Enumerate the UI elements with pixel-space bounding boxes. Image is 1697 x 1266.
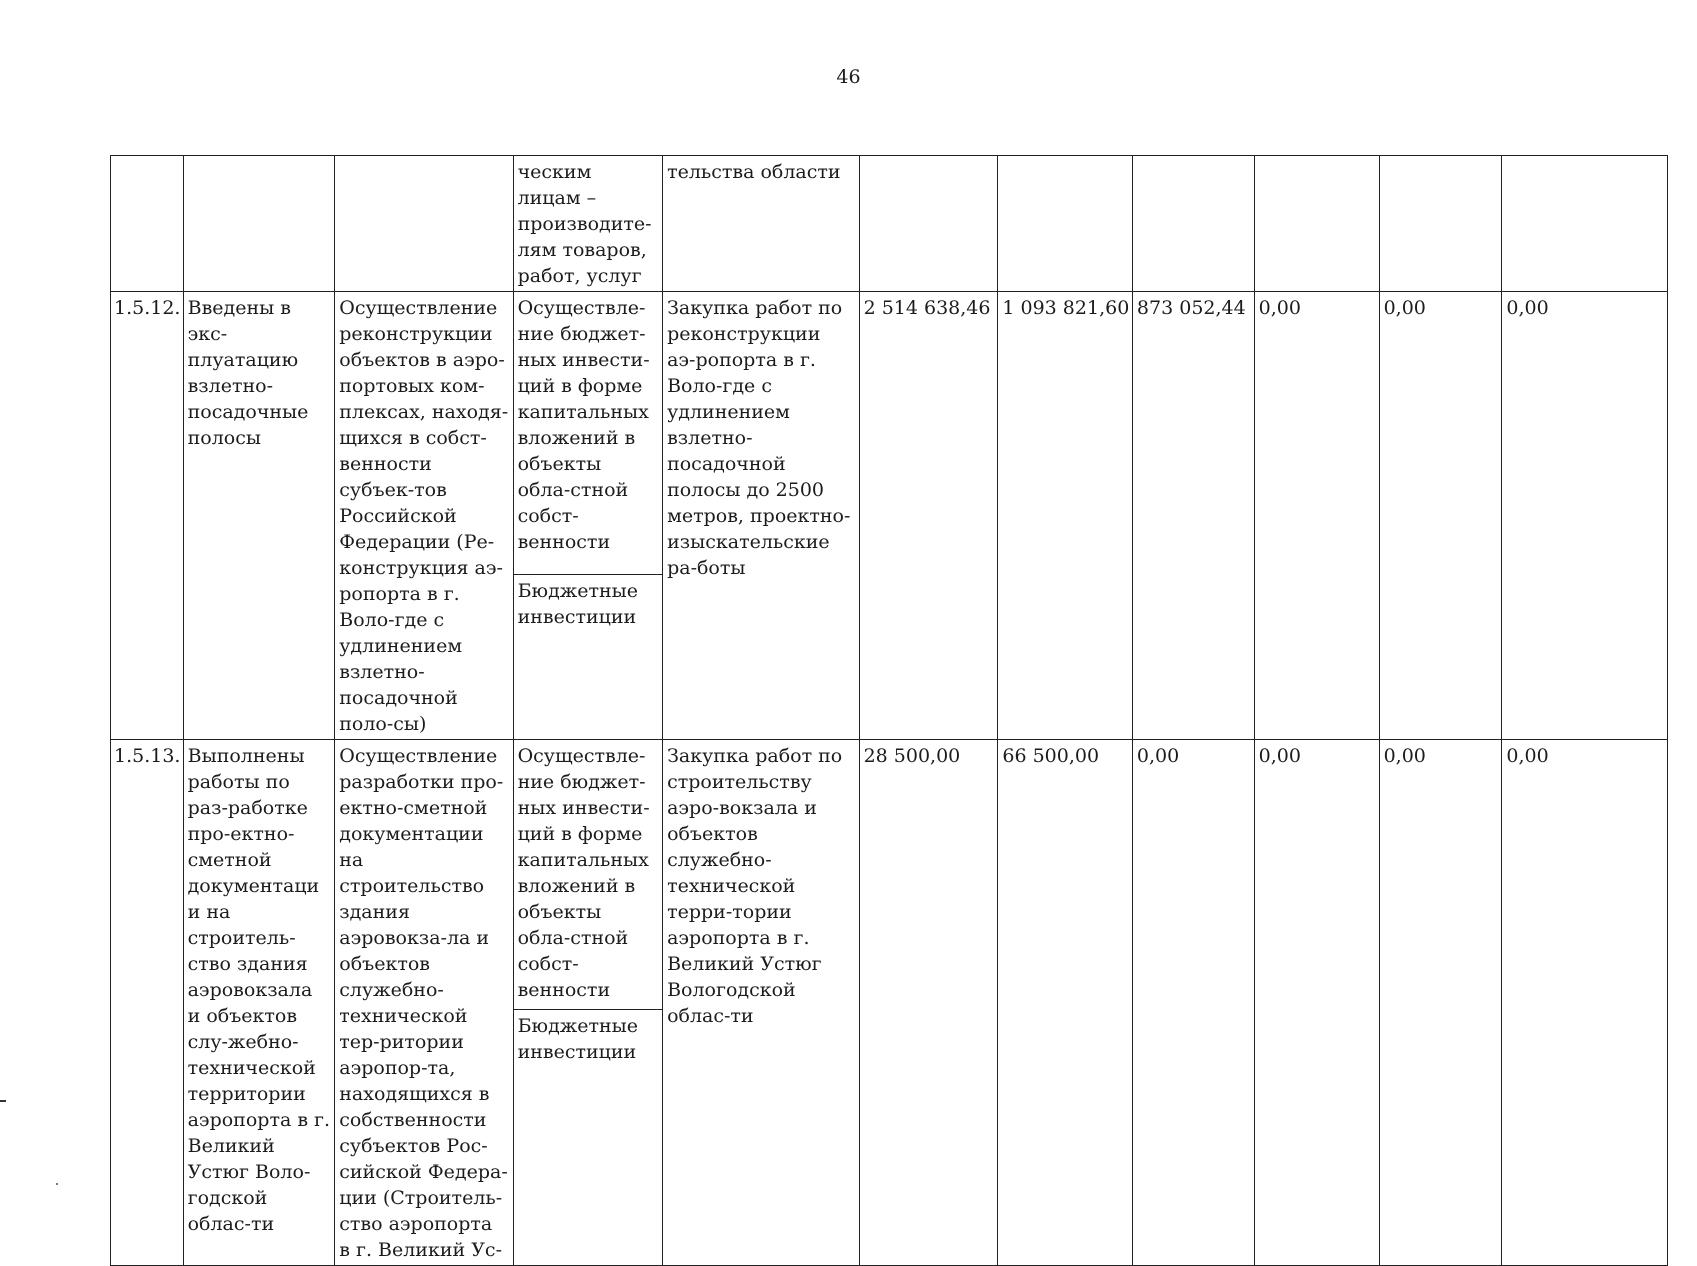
cell-value bbox=[859, 156, 998, 292]
cell-result bbox=[183, 156, 335, 292]
cell-object: Закупка работ по реконструкции аэ-ропорта в г. Воло-где с удлинением взлетно-посадочной полосы до 2500 метров, проектно-изыскательские ра-боты bbox=[663, 292, 859, 740]
cell-value: 2 514 638,46 bbox=[859, 292, 998, 740]
cell-event bbox=[335, 156, 513, 292]
page-number: 46 bbox=[836, 66, 861, 88]
cell-value: 0,00 bbox=[1502, 292, 1668, 740]
cell-value: 0,00 bbox=[1502, 740, 1668, 1266]
cell-instrument-type: Бюджетные инвестиции bbox=[513, 1010, 663, 1266]
cell-instrument: Осуществле-ние бюджет-ных инвести-ций в форме капитальных вложений в объекты обла-стной собст-венности bbox=[513, 292, 663, 575]
cell-value: 0,00 bbox=[1254, 292, 1379, 740]
table-row-1-5-12 bbox=[111, 292, 1668, 575]
cell-object: Закупка работ по строительству аэро-вокзала и объектов служебно-технической терри-тории аэропорта в г. Великий Устюг Вологодской облас-ти bbox=[663, 740, 859, 1266]
cell-value bbox=[1502, 156, 1668, 292]
scan-artifact-speck bbox=[56, 1183, 58, 1185]
cell-event: Осуществление реконструкции объектов в аэро-портовых ком-плексах, находя-щихся в собст-венности субъек-тов Российской Федерации (Ре-конструкция аэ-ропорта в г. Воло-где с удлинением взлетно-посадочной поло-сы) bbox=[335, 292, 513, 740]
cell-object: тельства области bbox=[663, 156, 859, 292]
cell-instrument: ческим лицам – производите-лям товаров, работ, услуг bbox=[513, 156, 663, 292]
budget-table bbox=[110, 155, 1668, 1266]
table-row-continuation bbox=[111, 156, 1668, 292]
cell-value bbox=[1254, 156, 1379, 292]
cell-value: 28 500,00 bbox=[859, 740, 998, 1266]
cell-instrument-type: Бюджетные инвестиции bbox=[513, 575, 663, 740]
cell-value: 873 052,44 bbox=[1132, 292, 1254, 740]
cell-value bbox=[1379, 156, 1502, 292]
cell-value bbox=[1132, 156, 1254, 292]
cell-value: 0,00 bbox=[1379, 740, 1502, 1266]
table-row-1-5-13 bbox=[111, 740, 1668, 1010]
cell-no: 1.5.12. bbox=[111, 292, 184, 740]
cell-value: 0,00 bbox=[1254, 740, 1379, 1266]
cell-instrument: Осуществле-ние бюджет-ных инвести-ций в форме капитальных вложений в объекты обла-стной собст-венности bbox=[513, 740, 663, 1010]
cell-value bbox=[998, 156, 1133, 292]
cell-result: Введены в экс-плуатацию взлетно-посадочные полосы bbox=[183, 292, 335, 740]
cell-result: Выполнены работы по раз-работке про-ектно-сметной документации на строитель-ство здания аэровокзала и объектов слу-жебно-технической территории аэропорта в г. Великий Устюг Воло-годской облас-ти bbox=[183, 740, 335, 1266]
cell-event: Осуществление разработки про-ектно-сметной документации на строительство здания аэровокза-ла и объектов служебно-технической тер-ритории аэропор-та, находящихся в собственности субъектов Рос-сийской Федера-ции (Строитель-ство аэропорта в г. Великий Ус- bbox=[335, 740, 513, 1266]
cell-value: 1 093 821,60 bbox=[998, 292, 1133, 740]
cell-value: 0,00 bbox=[1132, 740, 1254, 1266]
scan-artifact-dash bbox=[0, 1100, 6, 1102]
cell-value: 0,00 bbox=[1379, 292, 1502, 740]
cell-no: 1.5.13. bbox=[111, 740, 184, 1266]
cell-no bbox=[111, 156, 184, 292]
cell-value: 66 500,00 bbox=[998, 740, 1133, 1266]
